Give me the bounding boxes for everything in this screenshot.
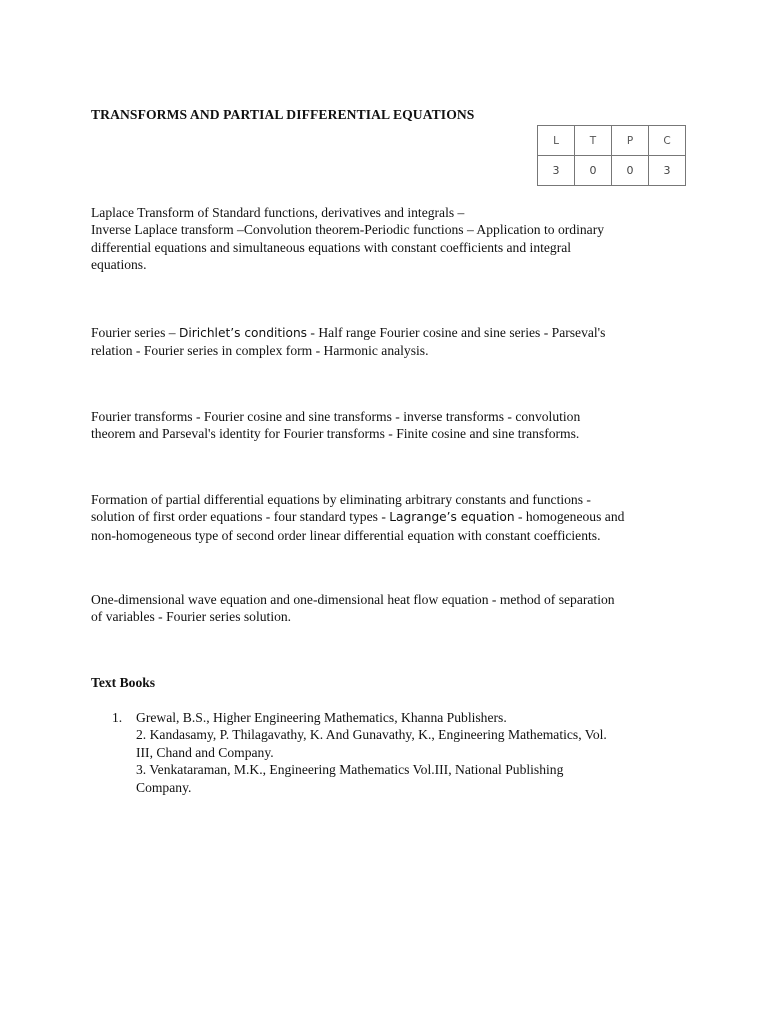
unit-fourier-transforms-paragraph: [91, 408, 691, 443]
text-line: [91, 324, 691, 342]
text-segment: Lagrange’s equation: [389, 510, 515, 525]
ltpc-header-l: L: [538, 126, 575, 156]
text-line: differential equations and simultaneous equations with constant coefficients and integral: [91, 239, 572, 255]
unit-pde-paragraph: [91, 491, 691, 544]
ltpc-value-c: 3: [649, 156, 686, 186]
list-item: [136, 709, 696, 796]
text-segment: solution of first order equations - four standard types -: [91, 509, 390, 525]
unit-laplace-paragraph: [91, 204, 691, 274]
text-line: relation - Fourier series in complex form - Harmonic analysis.: [91, 343, 429, 359]
text-line: of variables - Fourier series solution.: [91, 609, 292, 625]
text-books-heading: Text Books: [91, 675, 156, 690]
ltpc-header-t: T: [575, 126, 612, 156]
ltpc-value-t: 0: [575, 156, 612, 186]
text-line: theorem and Parseval's identity for Fourier transforms - Finite cosine and sine transforms.: [91, 426, 580, 442]
ltpc-header-p: P: [612, 126, 649, 156]
text-line: Inverse Laplace transform –Convolution theorem-Periodic functions – Application to ordinary: [91, 222, 605, 238]
text-line: III, Chand and Company.: [136, 744, 274, 760]
ltpc-value-l: 3: [538, 156, 575, 186]
text-segment: - homogeneous and: [514, 509, 625, 525]
ltpc-table: [537, 125, 686, 186]
text-line: Formation of partial differential equations by eliminating arbitrary constants and functions -: [91, 492, 591, 507]
ltpc-value-p: 0: [612, 156, 649, 186]
text-segment: Fourier series –: [91, 325, 179, 340]
text-line: One-dimensional wave equation and one-dimensional heat flow equation - method of separation: [91, 592, 615, 607]
text-line: Fourier transforms - Fourier cosine and sine transforms - inverse transforms - convolution: [91, 409, 581, 424]
unit-wave-heat-paragraph: [91, 591, 691, 626]
text-line: Company.: [136, 779, 192, 795]
text-line: 3. Venkataraman, M.K., Engineering Mathematics Vol.III, National Publishing: [136, 762, 564, 778]
text-line: Laplace Transform of Standard functions, derivatives and integrals –: [91, 205, 465, 220]
text-line: [91, 508, 691, 526]
list-number: 1.: [112, 710, 123, 725]
ltpc-header-c: C: [649, 126, 686, 156]
ltpc-header-row: [538, 126, 686, 156]
text-segment: - Half range Fourier cosine and sine series - Parseval's: [307, 325, 606, 340]
text-line: equations.: [91, 257, 147, 273]
text-line: Grewal, B.S., Higher Engineering Mathematics, Khanna Publishers.: [136, 710, 507, 725]
course-title: TRANSFORMS AND PARTIAL DIFFERENTIAL EQUATIONS: [91, 107, 475, 122]
ltpc-value-row: [538, 156, 686, 186]
text-line: 2. Kandasamy, P. Thilagavathy, K. And Gunavathy, K., Engineering Mathematics, Vol.: [136, 727, 607, 743]
unit-fourier-series-paragraph: [91, 324, 691, 360]
text-segment: Dirichlet’s conditions: [178, 326, 308, 340]
text-line: non-homogeneous type of second order linear differential equation with constant coefficients.: [91, 527, 601, 543]
